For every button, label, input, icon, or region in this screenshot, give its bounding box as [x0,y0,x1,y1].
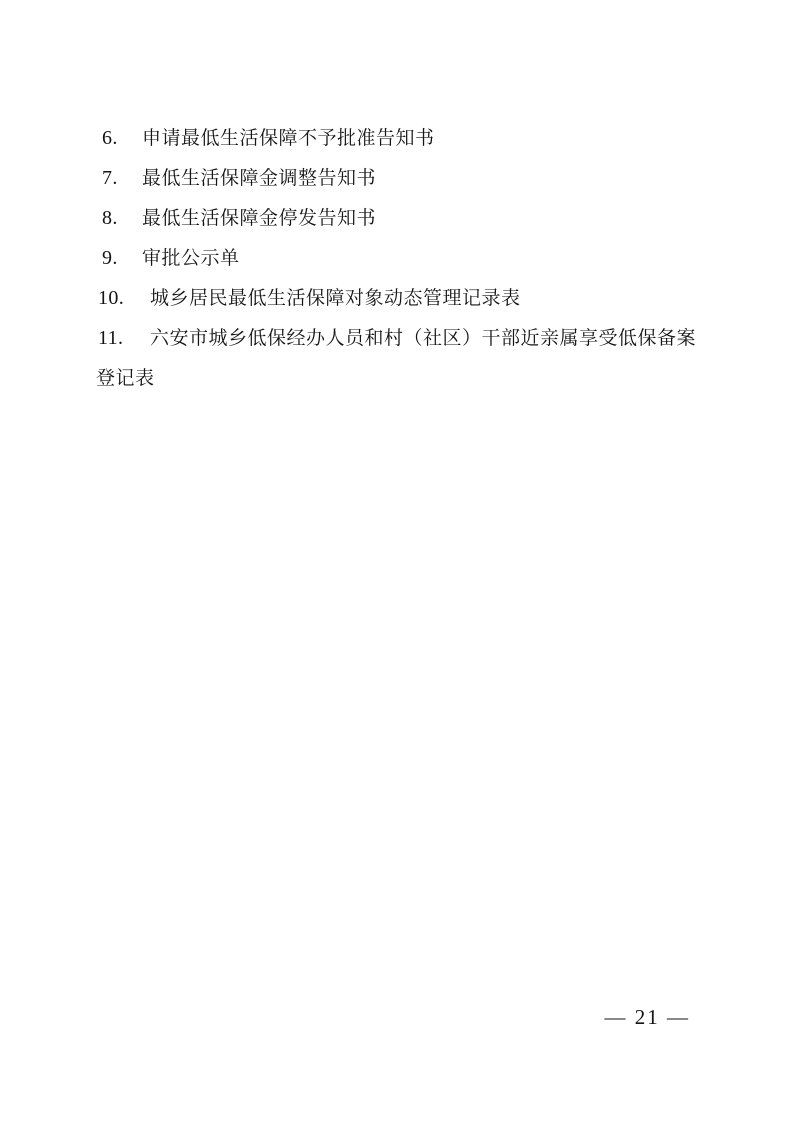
list-item [96,198,706,238]
list-item-label: 审批公示单 [142,247,240,269]
list-item [96,158,706,198]
list-item-number: 10. [98,287,125,309]
list-item [96,118,706,158]
list-item-label: 最低生活保障金停发告知书 [142,207,377,229]
list-item-label: 六安市城乡低保经办人员和村（社区）干部近亲属享受低保备案登记表 [96,327,697,389]
list-item-label: 最低生活保障金调整告知书 [142,167,377,189]
list-item [96,238,706,278]
list-item-number: 8. [102,207,118,229]
list-item [96,318,706,398]
list-item [96,278,706,318]
list-item-number: 9. [102,247,118,269]
numbered-list-block [96,118,706,398]
list-item-number: 6. [102,127,118,149]
list-item-number: 7. [102,167,118,189]
list-item-label: 城乡居民最低生活保障对象动态管理记录表 [150,287,521,309]
list-item-number: 11. [98,327,124,349]
list-item-label: 申请最低生活保障不予批准告知书 [142,127,435,149]
numbered-list [96,118,706,398]
page-number: — 21 — [604,1005,690,1029]
